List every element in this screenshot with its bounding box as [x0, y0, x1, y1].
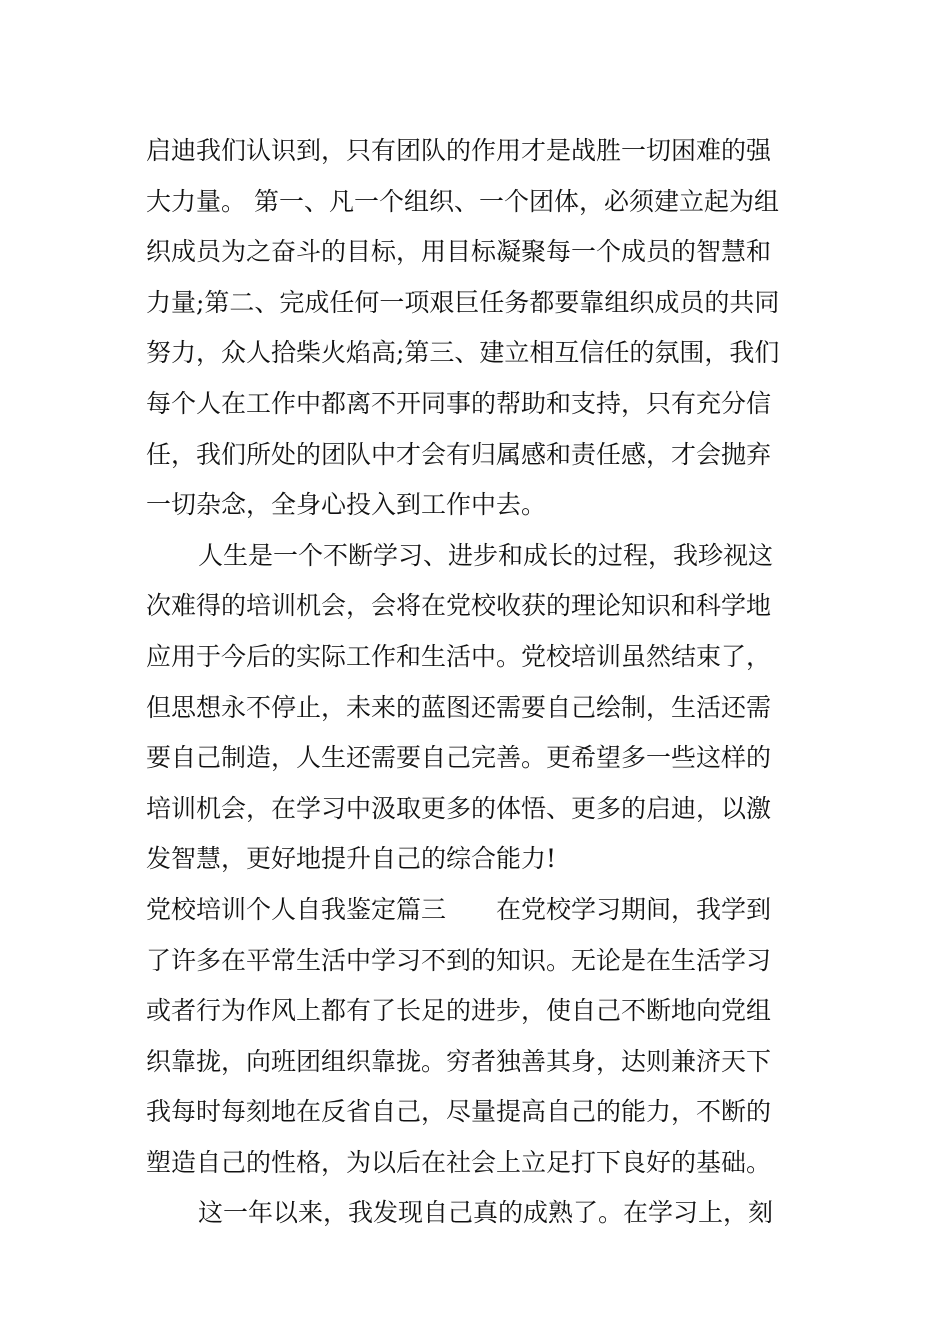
text-line: 织成员为之奋斗的目标，用目标凝聚每一个成员的智慧和 [146, 237, 772, 267]
text-line: 但思想永不停止，未来的蓝图还需要自己绘制，生活还需 [146, 692, 772, 722]
text-line: 塑造自己的性格，为以后在社会上立足打下良好的基础。 [146, 1147, 772, 1177]
text-line: 了许多在平常生活中学习不到的知识。无论是在生活学习 [146, 945, 772, 975]
text-line: 一切杂念，全身心投入到工作中去。 [146, 490, 547, 520]
text-line: 织靠拢，向班团组织靠拢。穷者独善其身，达则兼济天下 [146, 1046, 772, 1076]
text-line: 我每时每刻地在反省自己，尽量提高自己的能力，不断的 [146, 1097, 772, 1127]
text-line: 每个人在工作中都离不开同事的帮助和支持，只有充分信 [146, 388, 772, 418]
text-line: 应用于今后的实际工作和生活中。党校培训虽然结束了， [146, 641, 772, 671]
section-heading-line: 党校培训个人自我鉴定篇三 在党校学习期间，我学到 [146, 894, 772, 924]
paragraph-first-line: 这一年以来，我发现自己真的成熟了。在学习上，刻 [198, 1198, 774, 1228]
text-line: 要自己制造，人生还需要自己完善。更希望多一些这样的 [146, 743, 772, 773]
text-line: 任，我们所处的团队中才会有归属感和责任感，才会抛弃 [146, 439, 772, 469]
paragraph-first-line: 人生是一个不断学习、进步和成长的过程，我珍视这 [198, 540, 774, 570]
text-line: 大力量。 第一、凡一个组织、一个团体，必须建立起为组 [146, 186, 779, 216]
text-line: 发智慧，更好地提升自己的综合能力! [146, 844, 557, 874]
text-line: 培训机会，在学习中汲取更多的体悟、更多的启迪，以激 [146, 793, 772, 823]
text-line: 或者行为作风上都有了长足的进步，使自己不断地向党组 [146, 996, 772, 1026]
text-line: 次难得的培训机会，会将在党校收获的理论知识和科学地 [146, 591, 772, 621]
document-body [146, 126, 806, 1239]
text-line: 努力，众人拾柴火焰高;第三、建立相互信任的氛围，我们 [146, 338, 780, 368]
text-line: 力量;第二、完成任何一项艰巨任务都要靠组织成员的共同 [146, 287, 780, 317]
text-line: 启迪我们认识到，只有团队的作用才是战胜一切困难的强 [146, 136, 772, 165]
